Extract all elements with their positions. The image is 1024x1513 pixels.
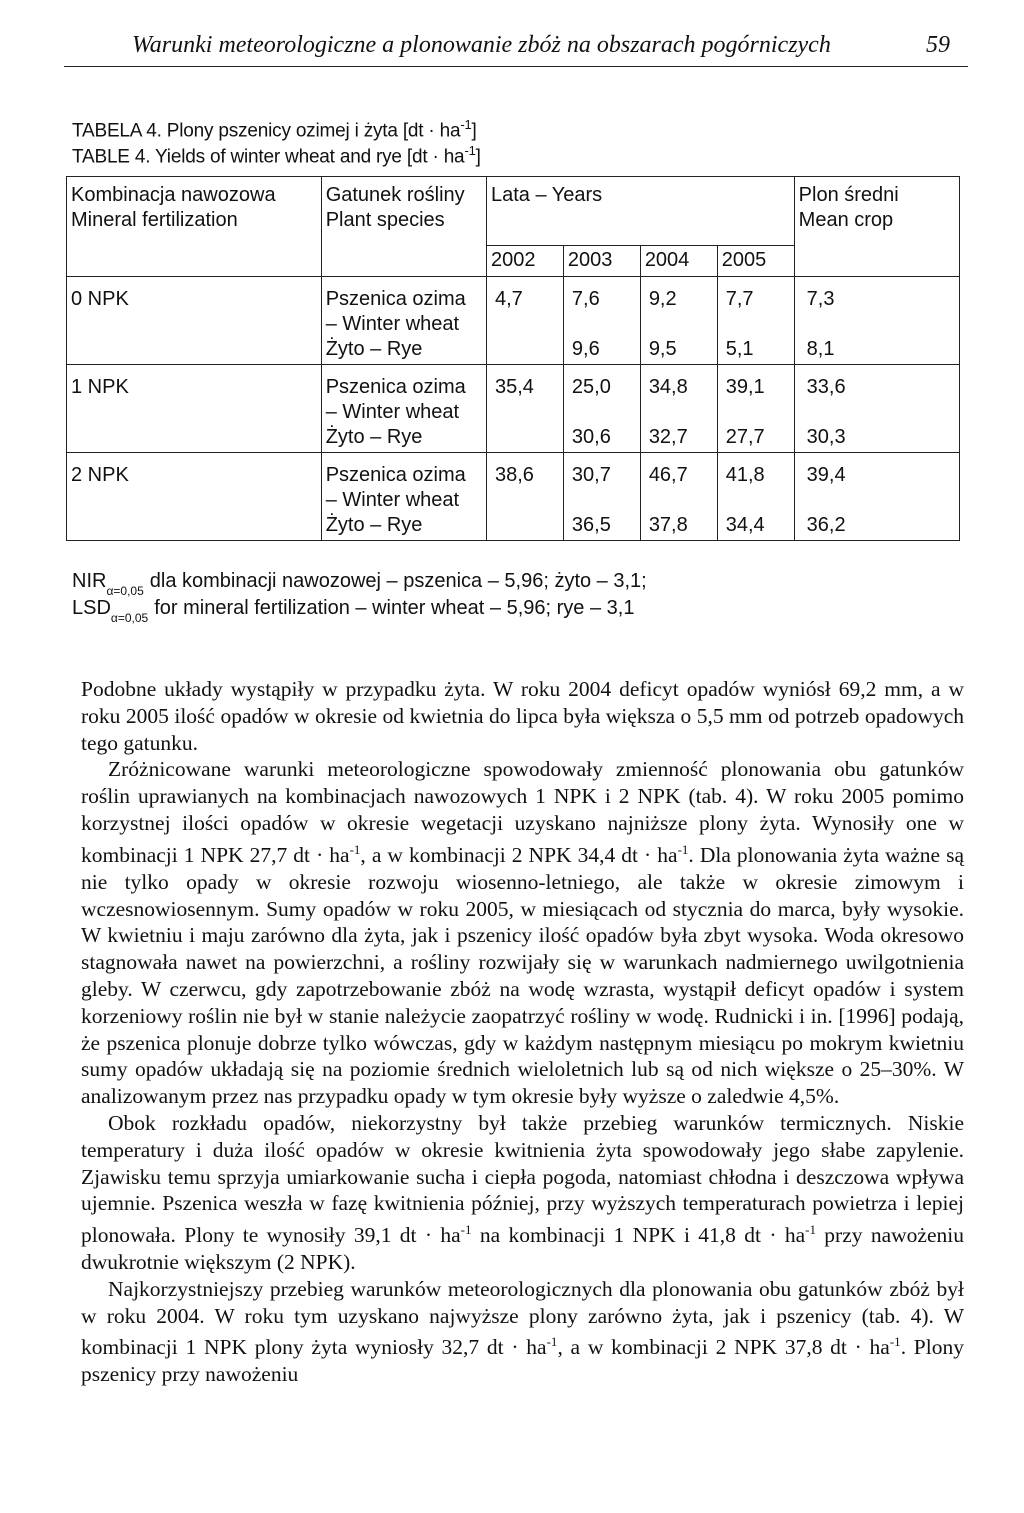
table-caption-en: TABLE 4. Yields of winter wheat and rye $[dt \cdot ha^{-1}]$ [72, 143, 481, 168]
combination-cell: 2 NPK [67, 453, 322, 541]
paragraph-3: Obok rozkładu opadów, niekorzystny był także przebieg warunków termicznych. Niskie temperatury i duża ilość opadów w okresie kwitnienia żyta spowodowały jego słabe zapylenie. Zjawisku temu sprzyja umiarkowanie sucha i ciepła pogoda, natomiast chłodna i deszczowa wpływa ujemnie. Pszenica weszła w fazę kwitnienia później, przy wyższych temperaturach powietrza i lepiej plonowała. Plony te wynosiły 39,1 dt · $ha^{-1}$ na kombinacji 1 NPK i 41,8 dt · $ha^{-1}$ przy nawożeniu dwukrotnie większym (2 NPK). [81, 1110, 964, 1275]
value-cell: 41,8 34,4 [717, 453, 794, 541]
year-2002: 2002 [486, 246, 563, 277]
header-plant-species: Gatunek rośliny Plant species [321, 177, 486, 277]
value-cell: 39,1 27,7 [717, 365, 794, 453]
value-cell: 7,7 5,1 [717, 277, 794, 365]
value-cell: 4,7 [486, 277, 563, 365]
table-row-2npk [67, 453, 960, 541]
header-years: Lata – Years [486, 177, 794, 246]
running-header [64, 30, 968, 67]
value-cell: 9,2 9,5 [640, 277, 717, 365]
value-cell: 30,7 36,5 [563, 453, 640, 541]
combination-cell: 1 NPK [67, 365, 322, 453]
table-row-0npk [67, 277, 960, 365]
value-cell: 35,4 [486, 365, 563, 453]
table-header-row [67, 177, 960, 246]
paragraph-1: Podobne układy wystąpiły w przypadku żyta. W roku 2004 deficyt opadów wyniósł 69,2 mm, a w roku 2005 ilość opadów w okresie od kwietnia do lipca była większa o 5,5 mm od potrzeb opadowych tego gatunku. [81, 677, 964, 755]
yields-table [66, 176, 960, 541]
mean-cell: 7,3 8,1 [794, 277, 959, 365]
combination-cell: 0 NPK [67, 277, 322, 365]
body-text [81, 676, 964, 1388]
value-cell: 46,7 37,8 [640, 453, 717, 541]
value-cell: 38,6 [486, 453, 563, 541]
species-cell: Pszenica ozima – Winter wheat Żyto – Rye [321, 277, 486, 365]
mean-cell: 39,4 36,2 [794, 453, 959, 541]
table-caption-pl: TABELA 4. Plony pszenicy ozimej i żyta $[dt \cdot ha^{-1}]$ [72, 117, 477, 142]
paragraph-4: Najkorzystniejszy przebieg warunków meteorologicznych dla plonowania obu gatunków zbóż był w roku 2004. W roku tym uzyskano najwyższe plony zarówno żyta, jak i pszenicy (tab. 4). W kombinacji 1 NPK plony żyta wyniosły 32,7 dt · $ha^{-1}$, a w kombinacji 2 NPK 37,8 dt · $ha^{-1}$. Plony pszenicy przy nawożeniu [81, 1276, 964, 1387]
species-cell: Pszenica ozima – Winter wheat Żyto – Rye [321, 453, 486, 541]
value-cell: 7,6 9,6 [563, 277, 640, 365]
year-2005: 2005 [717, 246, 794, 277]
year-2003: 2003 [563, 246, 640, 277]
page-number: 59 [926, 32, 950, 58]
running-header-title: Warunki meteorologiczne a plonowanie zbóż na obszarach pogórniczych [132, 32, 831, 58]
lsd-note: $LSD_{\alpha=0,05}$ for mineral fertilization – winter wheat – 5,96; rye – 3,1 [72, 597, 635, 625]
year-2004: 2004 [640, 246, 717, 277]
header-mean-crop: Plon średni Mean crop [794, 177, 959, 277]
species-cell: Pszenica ozima – Winter wheat Żyto – Rye [321, 365, 486, 453]
header-combination: Kombinacja nawozowa Mineral fertilization [67, 177, 322, 277]
paragraph-2: Zróżnicowane warunki meteorologiczne spowodowały zmienność plonowania obu gatunków roślin uprawianych na kombinacjach nawozowych 1 NPK i 2 NPK (tab. 4). W roku 2005 pomimo korzystnej ilości opadów w okresie wegetacji uzyskano najniższe plony żyta. Wynosiły one w kombinacji 1 NPK 27,7 dt · $ha^{-1}$, a w kombinacji 2 NPK 34,4 dt · $ha^{-1}$. Dla plonowania żyta ważne są nie tylko opady w okresie rozwoju wiosenno-letniego, ale także w okresie zimowym i wczesnowiosennym. Sumy opadów w roku 2005, w miesiącach od stycznia do marca, były wysokie. W kwietniu i maju zarówno dla żyta, jak i pszenicy ilość opadów była zbyt wysoka. Woda okresowo stagnowała nawet na powierzchni, a rośliny rozwijały się w warunkach nadmiernego uwilgotnienia gleby. W czerwcu, gdy zapotrzebowanie zbóż na wodę wzrasta, wystąpił deficyt opadów i system korzeniowy roślin nie był w stanie należycie zaopatrzyć rośliny w wodę. Rudnicki i in. [1996] podają, że pszenica plonuje dobrze tylko wówczas, gdy w każdym następnym miesiącu po mokrym kwietniu sumy opadów układają się na poziomie średnich wieloletnich lub są od nich większe o 25–30%. W analizowanym przez nas przypadku opady w tym okresie były wyższe o zaledwie 4,5%. [81, 757, 964, 1109]
value-cell: 34,8 32,7 [640, 365, 717, 453]
mean-cell: 33,6 30,3 [794, 365, 959, 453]
table-row-1npk [67, 365, 960, 453]
value-cell: 25,0 30,6 [563, 365, 640, 453]
nir-note: $NIR_{\alpha=0,05}$ dla kombinacji nawozowej – pszenica – 5,96; żyto – 3,1; [72, 570, 647, 598]
